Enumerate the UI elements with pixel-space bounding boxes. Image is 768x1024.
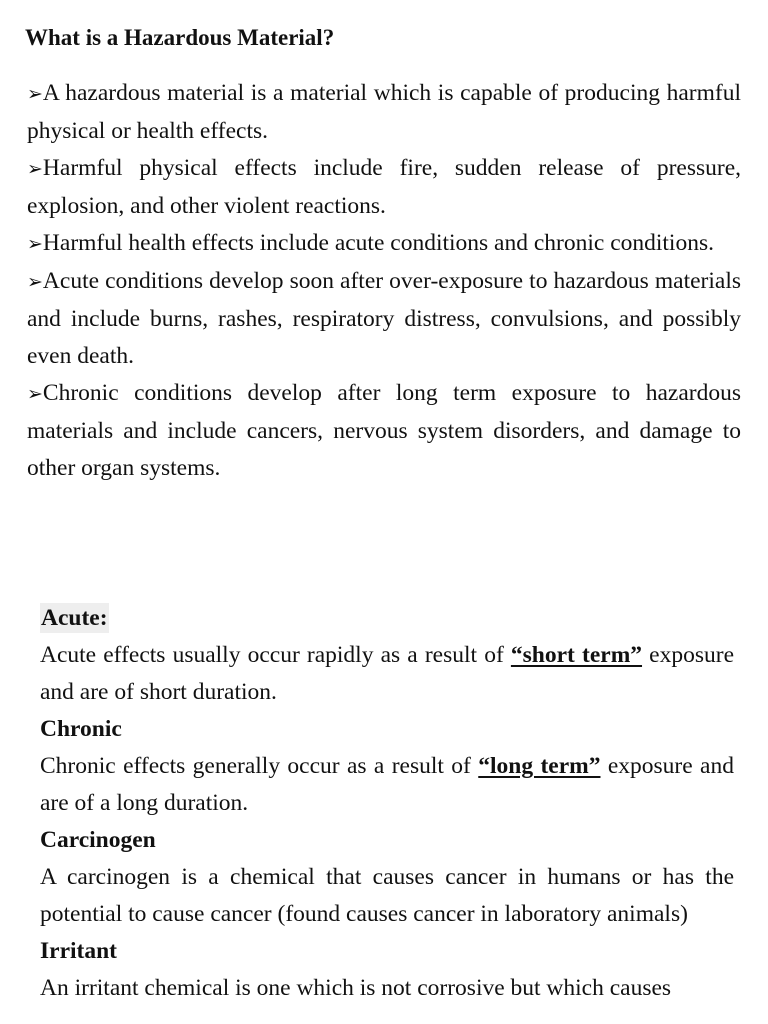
term-irritant: Irritant xyxy=(40,938,118,964)
bullet-item xyxy=(27,150,741,225)
definition-acute-emphasis: “short term” xyxy=(510,642,643,668)
bullet-item xyxy=(27,225,741,263)
bullet-text: A hazardous material is a material which is capable of producing harmful physical or health effects. xyxy=(27,80,741,144)
bullet-text: Acute conditions develop soon after over-exposure to hazardous materials and include burns, rashes, respiratory distress, convulsions, and possibly even death. xyxy=(27,268,741,369)
definition-chronic-text-after: exposure and are of a long duration. xyxy=(40,753,734,816)
arrow-bullet-icon: ➢ xyxy=(27,233,43,255)
definition-acute-text-after: exposure and are of short duration. xyxy=(40,642,734,705)
term-acute xyxy=(40,600,734,637)
page-title: What is a Hazardous Material? xyxy=(25,25,335,50)
arrow-bullet-icon: ➢ xyxy=(27,83,43,105)
bullet-text: Chronic conditions develop after long term exposure to hazardous materials and include cancers, nervous system disorders, and damage to other organ systems. xyxy=(27,380,741,481)
term-carcinogen: Carcinogen xyxy=(40,827,156,853)
term-acute-label: Acute: xyxy=(41,605,108,631)
definition-irritant: An irritant chemical is one which is not corrosive but which causes xyxy=(40,975,672,1001)
definition-chronic xyxy=(40,748,734,822)
definition-chronic-text-before: Chronic effects generally occur as a result of xyxy=(40,753,479,779)
hazard-bullet-list xyxy=(27,75,741,487)
arrow-bullet-icon: ➢ xyxy=(27,158,43,180)
definition-acute-text-before: Acute effects usually occur rapidly as a result of xyxy=(40,642,511,668)
arrow-bullet-icon: ➢ xyxy=(27,271,43,293)
bullet-text: Harmful physical effects include fire, sudden release of pressure, explosion, and other violent reactions. xyxy=(27,155,741,219)
definition-carcinogen: A carcinogen is a chemical that causes cancer in humans or has the potential to cause cancer (found causes cancer in laboratory animals) xyxy=(40,864,734,927)
term-chronic: Chronic xyxy=(40,716,122,742)
arrow-bullet-icon: ➢ xyxy=(27,383,43,405)
bullet-text: Harmful health effects include acute conditions and chronic conditions. xyxy=(42,230,714,256)
definitions-section xyxy=(40,600,734,1007)
definition-acute xyxy=(40,637,734,711)
bullet-item xyxy=(27,375,741,487)
definition-chronic-emphasis: “long term” xyxy=(478,753,601,779)
bullet-item xyxy=(27,75,741,150)
bullet-item xyxy=(27,263,741,375)
